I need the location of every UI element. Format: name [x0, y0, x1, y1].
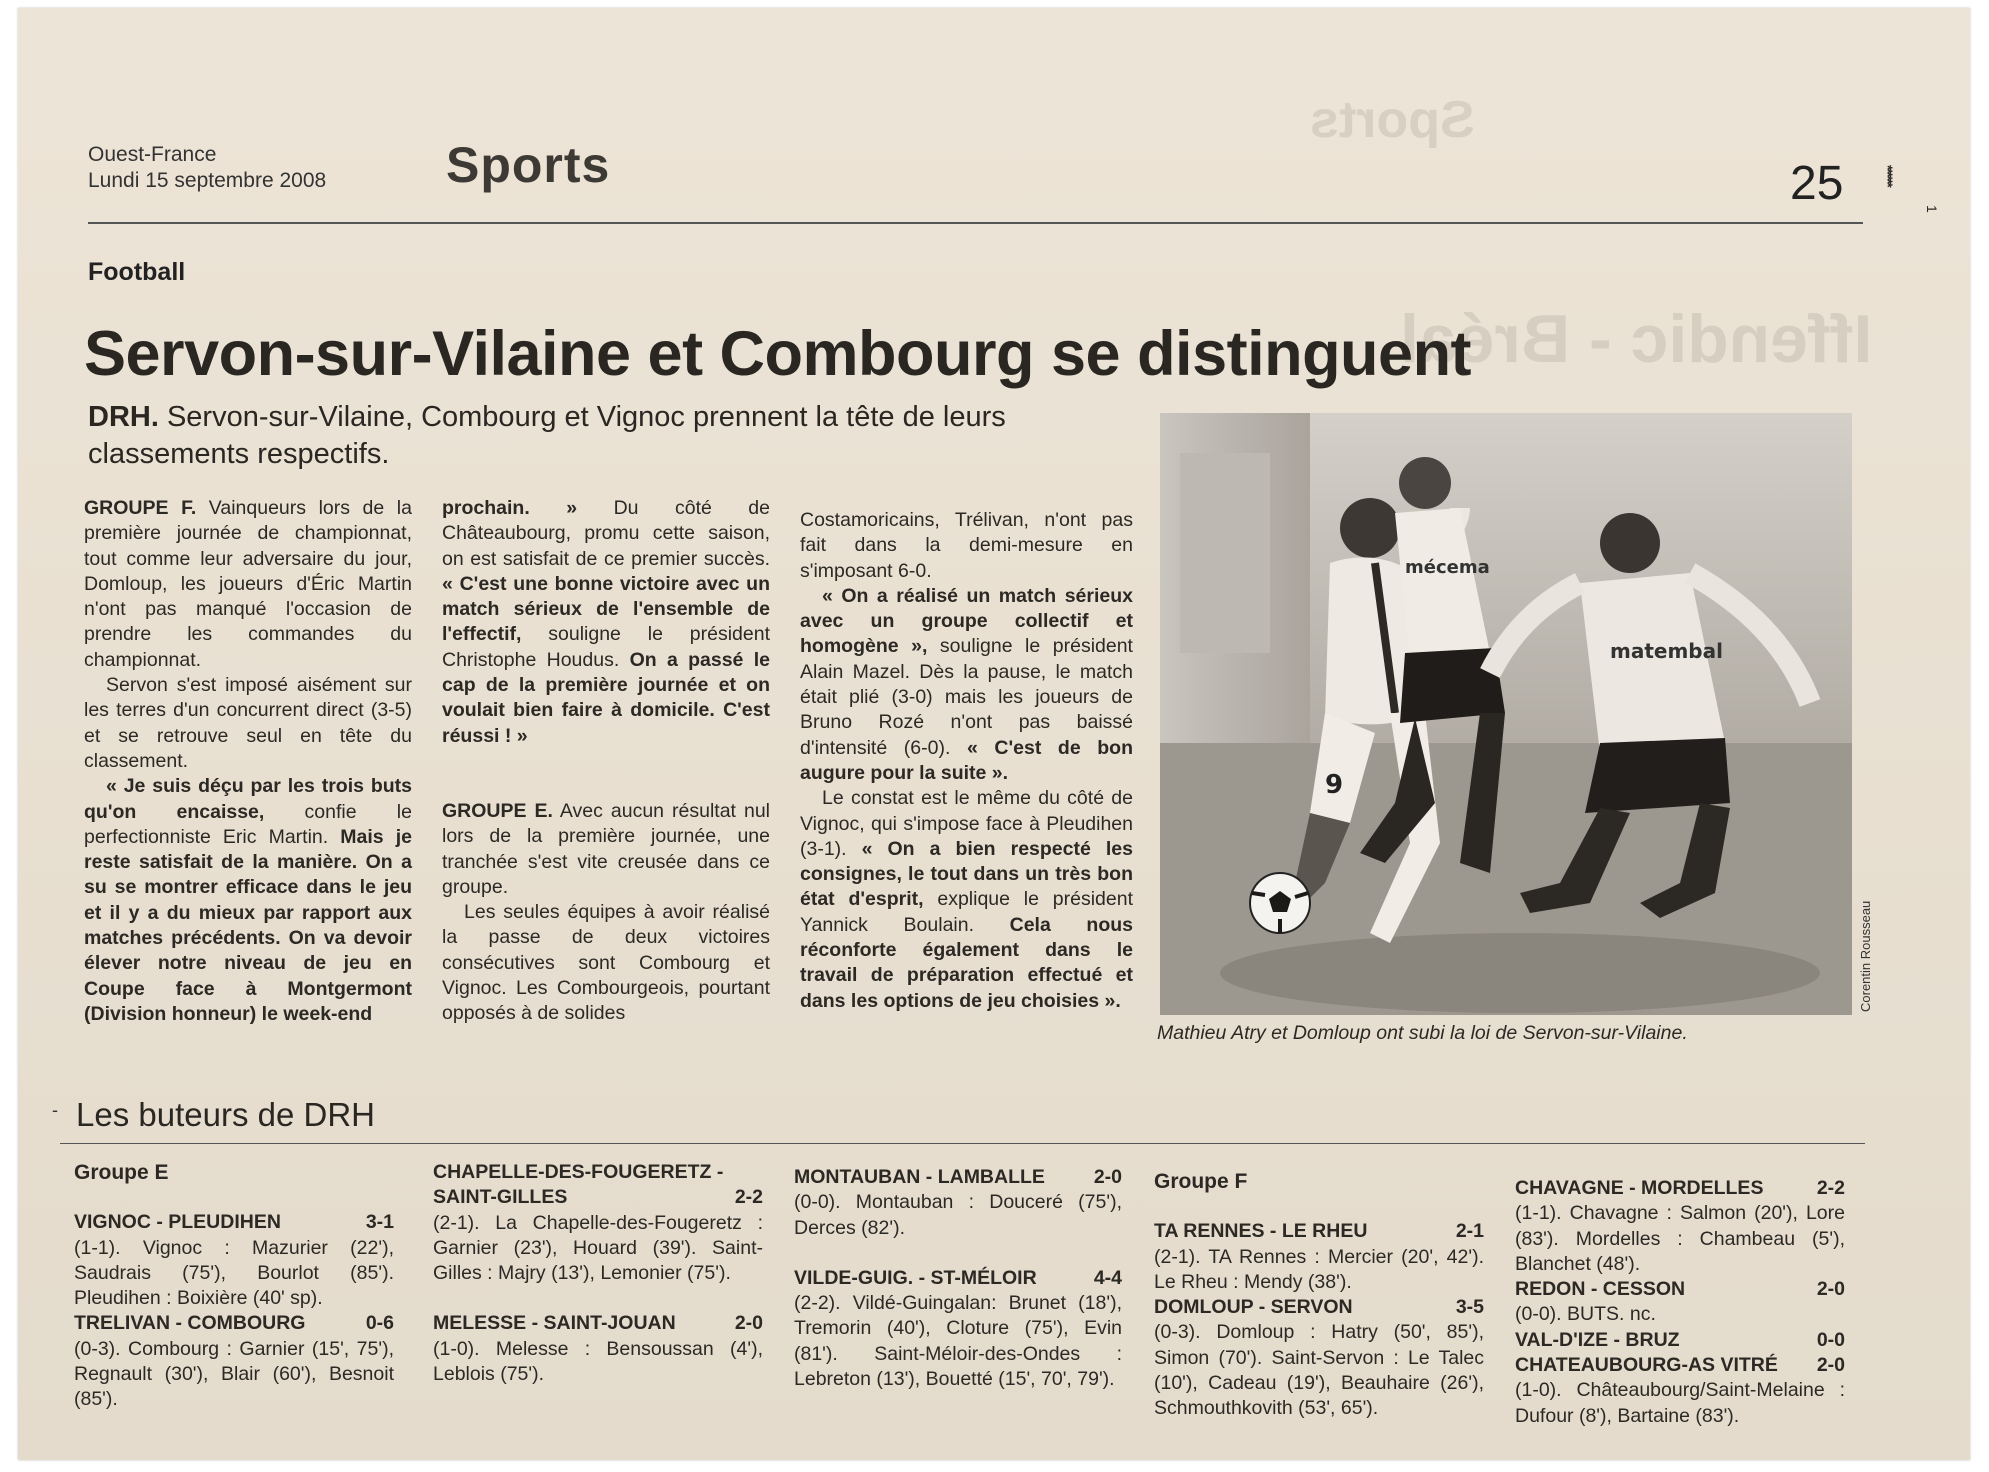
text: Vainqueurs lors de la première journée de championnat, tout comme leur adversaire du jour, Domloup, les joueurs d'Éric Martin n'ont pas manqué l'occasion de prendre les commandes du championnat.: [84, 497, 412, 671]
match-line: [1154, 1295, 1484, 1320]
match-teams: TA RENNES - LE RHEU: [1154, 1220, 1368, 1243]
match-teams: VIGNOC - PLEUDIHEN: [74, 1211, 281, 1234]
match-score: 2-2: [734, 1186, 763, 1209]
match-scorers: (0-0). BUTS. nc.: [1515, 1303, 1656, 1326]
text: Le constat est le même du côté de Vignoc, qui s'impose face à Pleudihen (3-1).: [800, 787, 1133, 860]
match-score: 3-5: [1455, 1296, 1484, 1319]
bullet-mark: -: [52, 1100, 58, 1120]
match-score: 0-0: [1816, 1328, 1845, 1351]
match-teams: MONTAUBAN - LAMBALLE: [794, 1166, 1045, 1188]
match-score: 2-0: [734, 1312, 763, 1335]
paragraph: Servon s'est imposé aisément sur les terres d'un concurrent direct (3-5) et se retrouve seul en tête du classement.: [84, 674, 412, 772]
match-score: 2-0: [1816, 1278, 1845, 1301]
match-line: [433, 1160, 763, 1185]
match-score: 4-4: [1093, 1266, 1122, 1289]
svg-text:matembal: matembal: [1610, 639, 1723, 663]
article-column-3: [800, 508, 1133, 1014]
text: confie le perfectionniste Eric Martin.: [84, 800, 412, 848]
text: Du côté de Châteaubourg, promu cette saison, on est satisfait de ce premier succès.: [442, 497, 770, 570]
quote: « On a réalisé un match sérieux avec un groupe collectif et homogène »,: [800, 584, 1133, 658]
quote: « C'est une bonne victoire avec un match sérieux de l'ensemble de l'effectif,: [442, 572, 770, 646]
match-line: [1515, 1353, 1845, 1378]
match-score: 2-2: [1816, 1177, 1845, 1199]
headline: Servon-sur-Vilaine et Combourg se distinguent: [84, 319, 1472, 389]
scorers-column-2: [433, 1160, 763, 1387]
match-line: [433, 1311, 763, 1336]
bleed-through-headline: Iffendic - Bréal: [1400, 301, 1873, 377]
match-line: [1154, 1219, 1484, 1244]
quote: Cela nous réconforte également dans le travail de préparation effectué et dans les options de jeu choisies ».: [800, 913, 1134, 1012]
margin-number: 1: [1924, 205, 1940, 213]
quote: « C'est de bon augure pour la suite ».: [800, 736, 1134, 784]
match-line: [1515, 1277, 1845, 1302]
masthead-rule: [88, 222, 1863, 224]
paragraph: [442, 496, 770, 749]
match-line: [794, 1165, 1122, 1190]
match-teams: MELESSE - SAINT-JOUAN: [433, 1312, 676, 1335]
match-teams: DOMLOUP - SERVON: [1154, 1296, 1353, 1319]
bleed-through-text: Sports: [1310, 91, 1475, 149]
quote: prochain. »: [442, 497, 578, 519]
scorers-column-3: [794, 1165, 1122, 1392]
spacer: [433, 1286, 763, 1311]
quote: « Je suis déçu par les trois buts qu'on encaisse,: [84, 775, 412, 823]
scorers-column-5: [1515, 1176, 1845, 1429]
group-heading: Groupe F: [1154, 1170, 1248, 1193]
match-teams: CHATEAUBOURG-AS VITRÉ: [1515, 1354, 1778, 1377]
match-teams: VILDE-GUIG. - ST-MÉLOIR: [794, 1266, 1037, 1289]
page-number: 25: [1790, 157, 1844, 210]
match-score: 3-1: [365, 1211, 394, 1234]
masthead-date: Lundi 15 septembre 2008: [88, 169, 327, 192]
match-scorers: (2-1). TA Rennes : Mercier (20', 42'). Le Rheu : Mendy (38').: [1154, 1245, 1484, 1293]
match-line: [1515, 1328, 1845, 1353]
scorers-column-1: [74, 1160, 394, 1413]
football-players-image: [1160, 413, 1852, 1015]
match-line: [1515, 1176, 1845, 1201]
match-line: [74, 1311, 394, 1336]
match-line: [794, 1266, 1122, 1291]
football: [1250, 873, 1310, 933]
text: Avec aucun résultat nul lors de la première journée, une tranchée s'est vite creusée dans ce groupe.: [442, 799, 770, 898]
match-score: 2-0: [1093, 1166, 1122, 1188]
match-scorers: (0-3). Combourg : Garnier (15', 75'), Regnault (30'), Blair (60'), Besnoit (85').: [74, 1337, 394, 1411]
match-scorers: (2-1). La Chapelle-des-Fougeretz : Garnier (23'), Houard (39'). Saint-Gilles : Majry (13'), Lemonier (75').: [433, 1211, 763, 1285]
scorers-column-4: [1154, 1169, 1484, 1422]
svg-text:mécema: mécema: [1405, 557, 1490, 578]
lede: [88, 399, 1008, 473]
match-scorers: (1-0). Châteaubourg/Saint-Melaine : Dufour (8'), Bartaine (83').: [1515, 1379, 1845, 1427]
match-teams: TRELIVAN - COMBOURG: [74, 1312, 306, 1335]
paragraph: [84, 774, 412, 1027]
paragraph: [800, 786, 1133, 1014]
spacer: [794, 1241, 1122, 1266]
lede-text: Servon-sur-Vilaine, Combourg et Vignoc prennent la tête de leurs classements respectifs.: [88, 401, 1006, 470]
margin-stars: ******: [1880, 165, 1896, 186]
match-teams: SAINT-GILLES: [433, 1186, 568, 1209]
match-scorers: (0-3). Domloup : Hatry (50', 85'), Simon (70'). Saint-Servon : Le Talec (10'), Cadeau (19'), Beauhaire (26'), Schmouthkovith (53', 65').: [1154, 1321, 1484, 1420]
masthead-paper: Ouest-France: [88, 143, 217, 166]
paragraph: [800, 584, 1133, 786]
section-title: Sports: [446, 137, 611, 193]
group-heading: Groupe E: [74, 1161, 169, 1184]
photo-caption: Mathieu Atry et Domloup ont subi la loi de Servon-sur-Vilaine.: [1157, 1022, 1688, 1044]
paragraph: Costamoricains, Trélivan, n'ont pas fait dans la demi-mesure en s'imposant 6-0.: [800, 509, 1133, 582]
lede-tag: DRH.: [88, 401, 159, 433]
group-label: GROUPE E.: [442, 799, 553, 822]
match-score: 2-0: [1816, 1354, 1845, 1377]
match-scorers: (2-2). Vildé-Guingalan: Brunet (18'), Tremorin (40'), Cloture (75'), Evin (81'). Saint-Méloir-des-Ondes : Lebreton (13'), Bouetté (15', 70', 79').: [794, 1292, 1122, 1391]
paragraph: [84, 496, 412, 673]
photo-credit: Corentin Rousseau: [1858, 900, 1873, 1012]
match-scorers: (1-1). Chavagne : Salmon (20'), Lore (83'). Mordelles : Chambeau (5'), Blanchet (48').: [1515, 1202, 1845, 1275]
quote: « On a bien respecté les consignes, le tout dans un très bon état d'esprit,: [800, 837, 1133, 911]
match-teams: CHAPELLE-DES-FOUGERETZ -: [433, 1161, 724, 1183]
text: souligne le président Alain Mazel. Dès la pause, le match était plié (3-0) mais les joueurs de Bruno Rozé n'ont pas baissé d'intensité (6-0).: [800, 635, 1133, 759]
scorers-rule: [60, 1143, 1865, 1144]
paragraph: Les seules équipes à avoir réalisé la passe de deux victoires consécutives sont Combourg et Vignoc. Les Combourgeois, pourtant opposés à de solides: [442, 901, 770, 1025]
match-teams: CHAVAGNE - MORDELLES: [1515, 1177, 1764, 1199]
paragraph: [442, 799, 770, 900]
match-teams: REDON - CESSON: [1515, 1278, 1686, 1301]
match-score: 2-1: [1455, 1220, 1484, 1243]
match-scorers: (0-0). Montauban : Douceré (75'), Derces (82').: [794, 1191, 1122, 1239]
article-column-1: [84, 496, 412, 1027]
group-label: GROUPE F.: [84, 497, 197, 519]
match-scorers: (1-1). Vignoc : Mazurier (22'), Saudrais (75'), Bourlot (85'). Pleudihen : Boixière (40' sp).: [74, 1236, 394, 1310]
rubric-football: Football: [88, 258, 186, 286]
svg-text:9: 9: [1325, 770, 1344, 800]
quote: On a passé le cap de la première journée et on voulait bien faire à domicile. C'est réussi ! »: [442, 648, 770, 747]
scorers-title: Les buteurs de DRH: [76, 1096, 375, 1133]
match-teams: VAL-D'IZE - BRUZ: [1515, 1328, 1680, 1351]
text: explique le président Yannick Boulain.: [800, 888, 1133, 936]
match-line: [74, 1210, 394, 1235]
match-score: 0-6: [365, 1312, 394, 1335]
match-line: [433, 1185, 763, 1210]
quote: Mais je reste satisfait de la manière. On a su se montrer efficace dans le jeu et il y a du mieux par rapport aux matches précédents. On va devoir élever notre niveau de jeu en Coupe face à Montgermont (Division honneur) le week-end: [84, 825, 412, 1025]
article-column-2: [442, 496, 770, 1027]
match-photo: [1160, 413, 1852, 1015]
text: souligne le président Christophe Houdus.: [442, 623, 770, 671]
match-scorers: (1-0). Melesse : Bensoussan (4'), Leblois (75').: [433, 1337, 763, 1386]
